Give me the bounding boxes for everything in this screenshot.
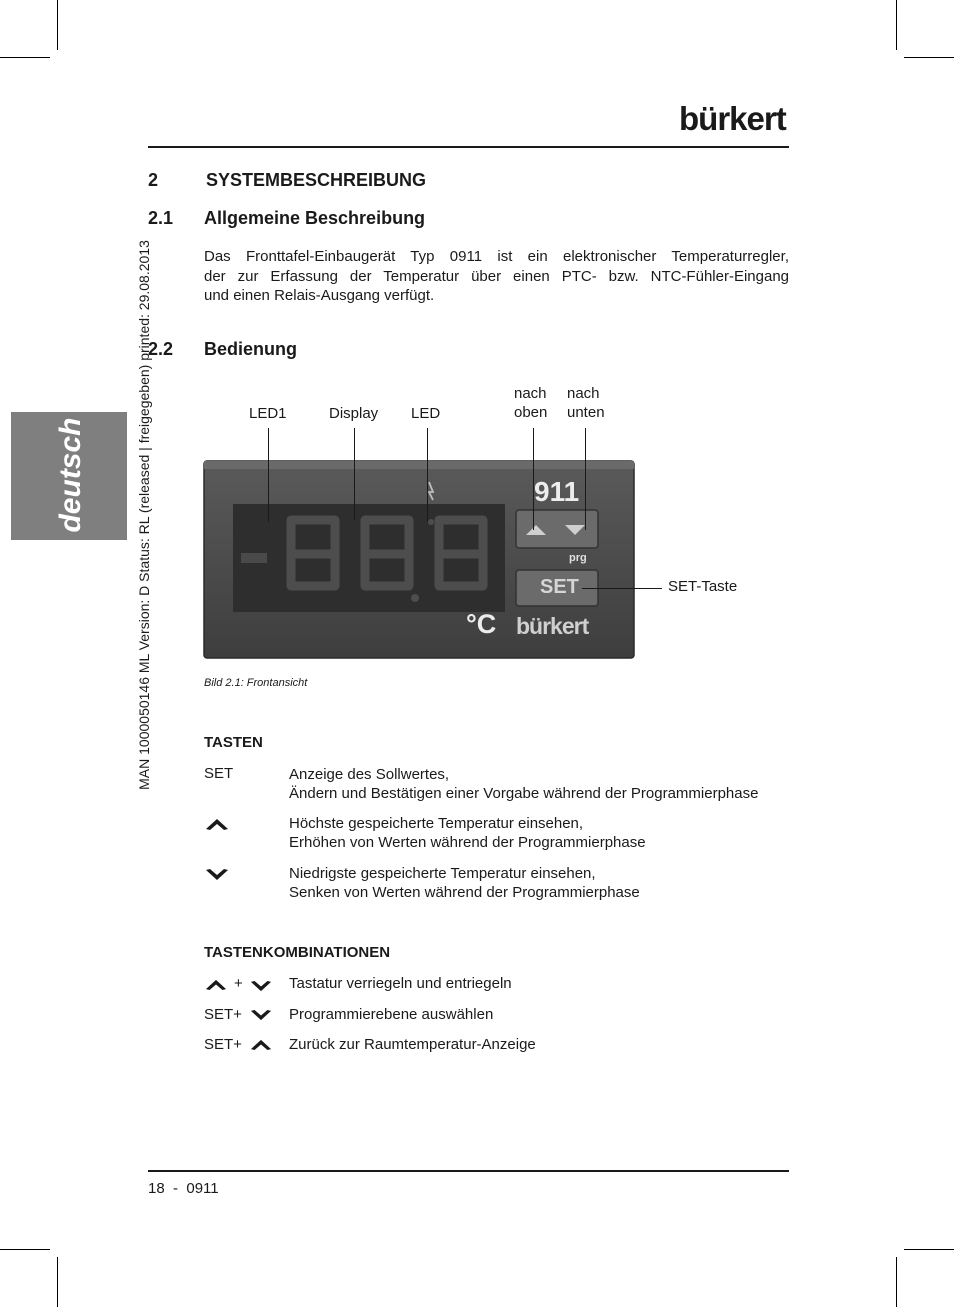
description-paragraph: Das Fronttafel-Einbaugerät Typ 0911 ist ein elektronischer Temperaturregler, der zur Erfassung der Temperatur über einen PTC- bzw. NTC-Fühler-Eingang und einen Relais-Ausgang verfügt. [204,248,789,304]
device-set-button-label: SET [540,576,579,598]
leader-line-up [533,428,534,530]
leader-line-set [582,588,662,589]
up-arrow-icon [205,978,227,991]
figure-caption: Bild 2.1: Frontansicht [204,677,308,689]
down-arrow-icon [250,980,272,993]
combination-return-description: Zurück zur Raumtemperatur-Anzeige [289,1036,536,1053]
keys-heading: TASTEN [204,734,263,751]
crop-mark [0,57,50,58]
header-rule [148,146,789,148]
key-up-description: Höchste gespeicherte Temperatur einsehen, Erhöhen von Werten während der Programmierphase [289,815,646,851]
label-down: nach unten [567,385,605,421]
label-led: LED [411,405,441,422]
leader-line-down [585,428,586,530]
label-led1: LED1 [249,405,287,422]
leader-line-led1 [268,428,269,522]
down-arrow-icon [205,868,229,882]
section-number: 2 [148,170,159,190]
crop-mark [904,1249,954,1250]
leader-line-led [427,428,428,522]
crop-mark [904,57,954,58]
crop-mark [0,1249,50,1250]
device-brand-label: bürkert [516,613,589,639]
crop-mark [896,0,897,50]
key-down-description: Niedrigste gespeicherte Temperatur einsehen, Senken von Werten während der Programmierphase [289,865,640,901]
crop-mark [896,1257,897,1307]
subsection-title: Allgemeine Beschreibung [204,208,426,228]
page-number: 18 - 0911 [148,1180,219,1197]
up-arrow-icon [250,1038,272,1051]
language-tab-label: deutsch [54,417,87,533]
label-up: nach oben [514,385,548,421]
device-model-number: 911 [534,476,580,507]
crop-mark [57,1257,58,1307]
combinations-heading: TASTENKOMBINATIONEN [204,944,391,961]
leader-line-display [354,428,355,520]
device-prg-label: prg [569,552,587,564]
down-arrow-icon [250,1009,272,1022]
combination-plus: + [234,975,243,992]
subsection-number: 2.1 [148,208,174,228]
key-set-description: Anzeige des Sollwertes, Ändern und Bestätigen einer Vorgabe während der Programmierphase [289,766,759,802]
combination-lock-description: Tastatur verriegeln und entriegeln [289,975,512,992]
device-unit-label: °C [466,609,497,639]
label-set-key: SET-Taste [668,578,738,595]
combination-set-label: SET+ [204,1036,242,1053]
crop-mark [57,0,58,50]
footer-rule [148,1170,789,1172]
key-set-label: SET [204,765,234,782]
combination-set-label: SET+ [204,1006,242,1023]
up-arrow-icon [205,817,229,831]
subsection-number: 2.2 [148,339,174,359]
section-title: SYSTEMBESCHREIBUNG [206,170,427,190]
combination-program-description: Programmierebene auswählen [289,1006,494,1023]
label-display: Display [329,405,379,422]
subsection-title: Bedienung [204,339,297,359]
brand-logo: bürkert [679,100,786,137]
document-metadata: MAN 1000050146 ML Version: D Status: RL (released | freigegeben) printed: 29.08.2013 [136,240,152,790]
